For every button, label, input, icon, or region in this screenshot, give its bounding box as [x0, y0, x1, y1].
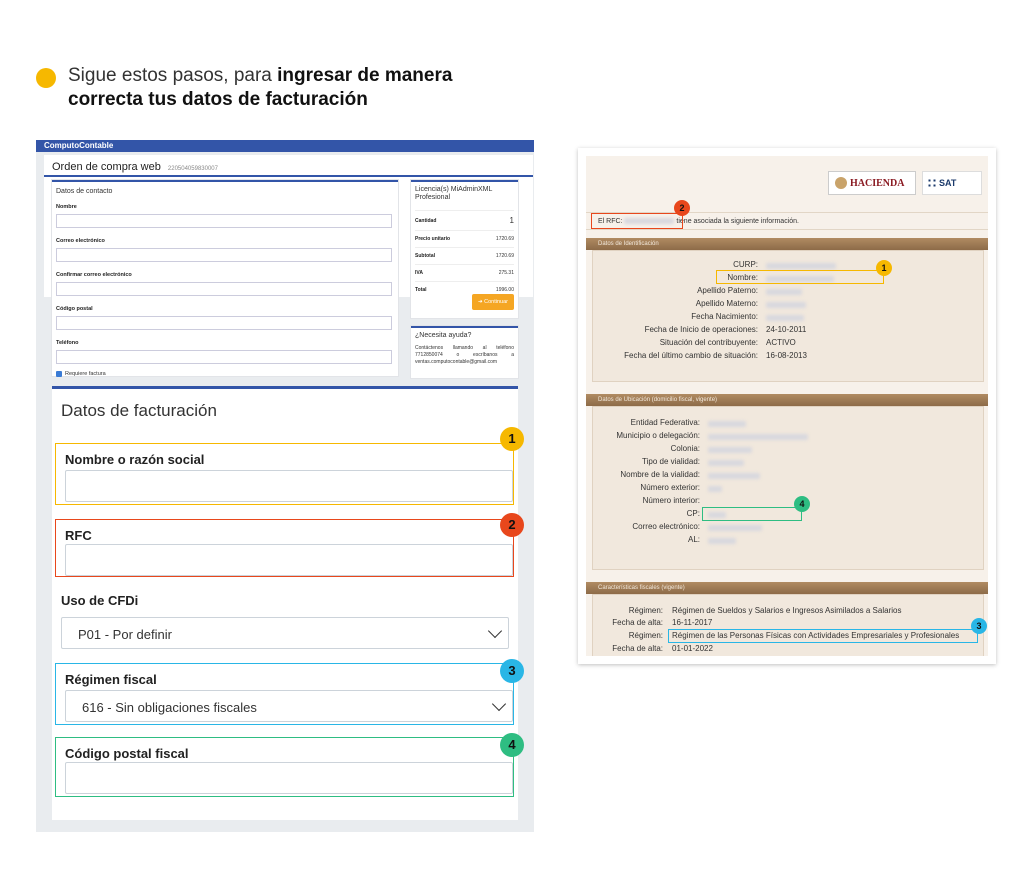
- sat-logo: [922, 171, 982, 195]
- license-row: [415, 210, 514, 230]
- rfc-input[interactable]: [65, 544, 513, 576]
- location-section-header: Datos de Ubicación (domicilio fiscal, vigente): [586, 394, 988, 406]
- fiscal-key: Régimen:: [628, 631, 663, 640]
- intro-bold-1: ingresar de manera: [277, 65, 453, 86]
- license-row-value: 1720.69: [495, 253, 514, 259]
- id-key: Fecha Nacimiento:: [691, 312, 758, 321]
- tax-regime-label: Régimen fiscal: [65, 672, 157, 687]
- contact-label-confirm-email: Confirmar correo electrónico: [56, 272, 132, 278]
- id-key: Nombre:: [727, 273, 758, 282]
- id-key: Apellido Materno:: [695, 299, 758, 308]
- license-row-label: Subtotal: [415, 253, 435, 259]
- license-row-label: Total: [415, 287, 427, 293]
- sat-marker-3: 3: [971, 618, 987, 634]
- loc-key: Nombre de la vialidad:: [620, 470, 700, 479]
- cfdi-use-value: P01 - Por definir: [78, 627, 172, 642]
- loc-value-blurred: [708, 484, 722, 493]
- business-name-input[interactable]: [65, 470, 513, 502]
- license-row-label: IVA: [415, 270, 423, 276]
- loc-value-blurred: [708, 536, 736, 545]
- seal-icon: [835, 177, 847, 189]
- license-row-value: 275.31: [498, 270, 514, 276]
- cfdi-use-select[interactable]: [61, 617, 509, 649]
- fiscal-section-header: Características fiscales (vigente): [586, 582, 988, 594]
- billing-form-screenshot: [36, 140, 534, 832]
- sat-marker-2: 2: [674, 200, 690, 216]
- email-input[interactable]: [56, 248, 392, 262]
- cfdi-use-field: [52, 587, 511, 653]
- loc-key: Colonia:: [670, 444, 700, 453]
- loc-key: Entidad Federativa:: [630, 418, 700, 427]
- loc-key: CP:: [686, 509, 700, 518]
- tax-regime-select[interactable]: [65, 690, 513, 722]
- name-highlight-box: [716, 270, 884, 284]
- license-row: [415, 247, 514, 264]
- intro-normal: Sigue estos pasos, para: [68, 65, 278, 86]
- requires-invoice-label: Requiere factura: [65, 371, 106, 377]
- loc-value-blurred: [708, 523, 762, 532]
- license-row-value: 1720.69: [495, 236, 514, 242]
- loc-value-blurred: [708, 471, 760, 480]
- fiscal-value: 01-01-2022: [672, 644, 713, 653]
- fiscal-key: Fecha de alta:: [612, 644, 663, 653]
- business-name-label: Nombre o razón social: [65, 452, 205, 467]
- hacienda-logo: [828, 171, 916, 195]
- contact-title: Datos de contacto: [56, 188, 113, 195]
- contact-label-postal-code: Código postal: [56, 306, 93, 312]
- fiscal-postal-code-label: Código postal fiscal: [65, 746, 189, 761]
- id-value-blurred: [766, 300, 806, 309]
- loc-key: Correo electrónico:: [632, 522, 700, 531]
- postal-code-input[interactable]: [56, 316, 392, 330]
- fiscal-key: Régimen:: [628, 606, 663, 615]
- bullet-dot-icon: [36, 68, 56, 88]
- hacienda-text: HACIENDA: [850, 177, 905, 189]
- sat-certificate-screenshot: [578, 148, 996, 664]
- cp-highlight-box: [702, 507, 802, 521]
- business-name-field: [55, 443, 514, 505]
- name-input[interactable]: [56, 214, 392, 228]
- contact-label-name: Nombre: [56, 204, 77, 210]
- id-value-blurred: [766, 261, 836, 270]
- license-row-value: 1996.00: [495, 287, 514, 293]
- id-value-blurred: [766, 313, 804, 322]
- contact-label-phone: Teléfono: [56, 340, 79, 346]
- requires-invoice-checkbox[interactable]: [56, 371, 394, 377]
- sat-marker-4: 4: [794, 496, 810, 512]
- rfc-suffix: tiene asociada la siguiente información.: [676, 218, 799, 225]
- license-title: Licencia(s) MiAdminXML Profesional: [415, 186, 493, 201]
- id-key: CURP:: [733, 260, 758, 269]
- rfc-highlight-box: [591, 213, 683, 229]
- license-row: [415, 264, 514, 281]
- loc-value-blurred: [708, 445, 752, 454]
- confirm-email-input[interactable]: [56, 282, 392, 296]
- step-marker-2: 2: [500, 513, 524, 537]
- sat-dots-icon: [927, 178, 937, 188]
- intro-heading: [36, 64, 496, 112]
- sat-marker-1: 1: [876, 260, 892, 276]
- quantity-stepper[interactable]: 1: [509, 216, 514, 225]
- fiscal-value: 16-11-2017: [672, 618, 713, 627]
- government-logos: [828, 168, 988, 198]
- loc-key: Municipio o delegación:: [616, 431, 700, 440]
- help-body: Contáctenos llamando al teléfono 7712850074 o escríbanos a ventas.computocontable@gmail.com: [415, 345, 514, 365]
- checkbox-checked-icon[interactable]: [56, 371, 62, 377]
- help-card: [411, 326, 518, 378]
- loc-key: Número interior:: [642, 496, 700, 505]
- continue-button[interactable]: ➜ Continuar: [472, 294, 514, 310]
- order-title: Orden de compra web: [52, 161, 161, 173]
- billing-title: Datos de facturación: [61, 401, 217, 420]
- app-bar: [36, 140, 534, 152]
- intro-bold-2: correcta tus datos de facturación: [68, 89, 368, 110]
- help-title: ¿Necesita ayuda?: [415, 332, 472, 339]
- loc-value-blurred: [708, 458, 744, 467]
- id-value: ACTIVO: [766, 338, 796, 347]
- fiscal-key: Fecha de alta:: [612, 618, 663, 627]
- order-header: [44, 155, 533, 177]
- step-marker-3: 3: [500, 659, 524, 683]
- tax-regime-value: 616 - Sin obligaciones fiscales: [82, 700, 257, 715]
- step-marker-4: 4: [500, 733, 524, 757]
- id-value-blurred: [766, 287, 802, 296]
- fiscal-postal-code-input[interactable]: [65, 762, 513, 794]
- chevron-down-icon[interactable]: [488, 624, 502, 638]
- rfc-field: [55, 519, 514, 577]
- tax-regime-field: [55, 663, 514, 725]
- chevron-down-icon[interactable]: [492, 697, 506, 711]
- id-section-header: Datos de Identificación: [586, 238, 988, 250]
- fiscal-postal-code-field: [55, 737, 514, 797]
- contact-label-email: Correo electrónico: [56, 238, 105, 244]
- license-row-label: Precio unitario: [415, 236, 451, 242]
- intro-text: [68, 64, 496, 112]
- loc-key: Tipo de vialidad:: [642, 457, 700, 466]
- loc-key: Número exterior:: [640, 483, 700, 492]
- billing-card: [52, 386, 518, 820]
- license-summary-card: [411, 180, 518, 318]
- id-key: Fecha del último cambio de situación:: [624, 351, 758, 360]
- phone-input[interactable]: [56, 350, 392, 364]
- loc-value-blurred: [708, 432, 808, 441]
- contact-card: [52, 180, 398, 376]
- id-value: 24-10-2011: [766, 325, 807, 334]
- rfc-prefix: El RFC:: [598, 218, 623, 225]
- license-row: [415, 230, 514, 247]
- loc-key: AL:: [687, 535, 700, 544]
- id-key: Apellido Paterno:: [697, 286, 758, 295]
- fiscal-value: Régimen de Sueldos y Salarios e Ingresos Asimilados a Salarios: [672, 606, 902, 615]
- continue-button-label: Continuar: [484, 299, 508, 305]
- license-row-label: Cantidad: [415, 217, 437, 224]
- id-key: Situación del contribuyente:: [659, 338, 758, 347]
- fiscal-value: Régimen de las Personas Físicas con Actividades Empresariales y Profesionales: [672, 631, 960, 640]
- id-key: Fecha de Inicio de operaciones:: [644, 325, 758, 334]
- regime-highlight-box: [668, 629, 978, 643]
- cfdi-use-label: Uso de CFDi: [61, 593, 139, 608]
- sat-text: SAT: [939, 178, 957, 188]
- step-marker-1: 1: [500, 427, 524, 451]
- sat-certificate-body: [586, 156, 988, 656]
- rfc-label: RFC: [65, 528, 92, 543]
- loc-value-blurred: [708, 419, 746, 428]
- app-name: ComputoContable: [44, 141, 114, 150]
- order-id: 220504059830007: [167, 166, 218, 172]
- id-value: 16-08-2013: [766, 351, 807, 360]
